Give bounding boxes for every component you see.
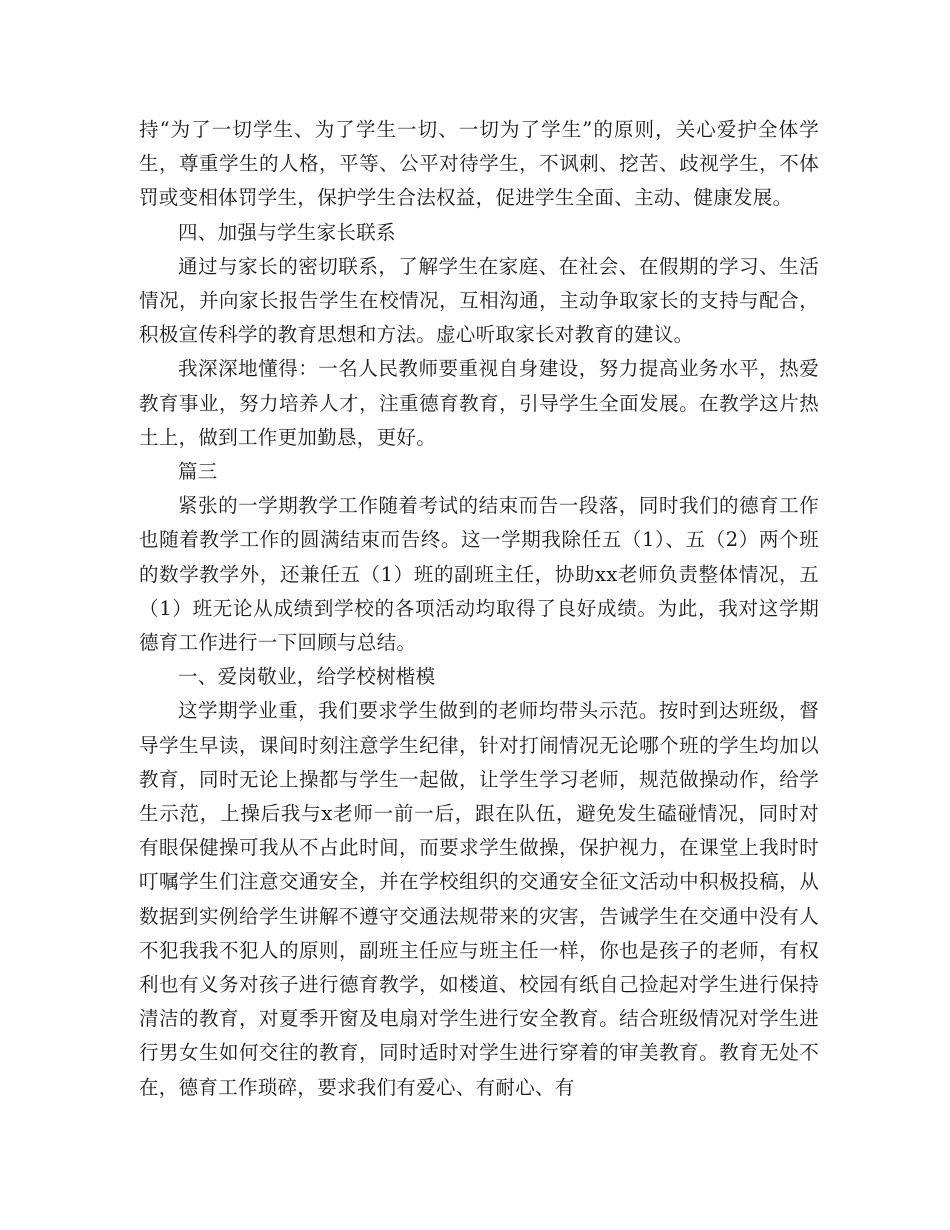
paragraph-semester-intro: 紧张的一学期教学工作随着考试的结束而告一段落，同时我们的德育工作也随着教学工作的圆满结束而告终。这一学期我除任五（1）、五（2）两个班的数学教学外，还兼任五（1）班的副班主任，协助xx老师负责整体情况，五（1）班无论从成绩到学校的各项活动均取得了良好成绩。为此，我对这学期德育工作进行一下回顾与总结。 bbox=[139, 494, 819, 655]
heading-dedication: 一、爱岗敬业，给学校树楷模 bbox=[178, 665, 436, 689]
heading-part-three: 篇三 bbox=[178, 460, 218, 484]
paragraph-dedication: 这学期学业重，我们要求学生做到的老师均带头示范。按时到达班级，督导学生早读，课间时刻注意学生纪律，针对打闹情况无论哪个班的学生均加以教育，同时无论上操都与学生一起做，让学生学习老师，规范做操动作，给学生示范，上操后我与x老师一前一后，跟在队伍，避免发生磕碰情况，同时对有眼保健操可我从不占此时间，而要求学生做操，保护视力，在课堂上我时时叮嘱学生们注意交通安全，并在学校组织的交通安全征文活动中积极投稿，从数据到实例给学生讲解不遵守交通法规带来的灾害，告诫学生在交通中没有人不犯我我不犯人的原则，副班主任应与班主任一样，你也是孩子的老师，有权利也有义务对孩子进行德育教学，如楼道、校园有纸自己捡起对学生进行保持清洁的教育，对夏季开窗及电扇对学生进行安全教育。结合班级情况对学生进行男女生如何交往的教育，同时适时对学生进行穿着的审美教育。教育无处不在，德育工作琐碎，要求我们有爱心、有耐心、有 bbox=[139, 699, 819, 1099]
document-body bbox=[139, 113, 819, 1105]
paragraph-parent-contact: 通过与家长的密切联系，了解学生在家庭、在社会、在假期的学习、生活情况，并向家长报告学生在校情况，互相沟通，主动争取家长的支持与配合，积极宣传科学的教育思想和方法。虚心听取家长对教育的建议。 bbox=[139, 254, 819, 347]
paragraph-reflection: 我深深地懂得：一名人民教师要重视自身建设，努力提高业务水平，热爱教育事业，努力培养人才，注重德育教育，引导学生全面发展。在教学这片热土上，做到工作更加勤恳，更好。 bbox=[139, 357, 819, 449]
heading-parent-contact: 四、加强与学生家长联系 bbox=[178, 220, 396, 244]
paragraph-principles: 持“为了一切学生、为了学生一切、一切为了学生”的原则，关心爱护全体学生，尊重学生的人格，平等、公平对待学生，不讽刺、挖苦、歧视学生，不体罚或变相体罚学生，保护学生合法权益，促进学生全面、主动、健康发展。 bbox=[139, 118, 819, 210]
